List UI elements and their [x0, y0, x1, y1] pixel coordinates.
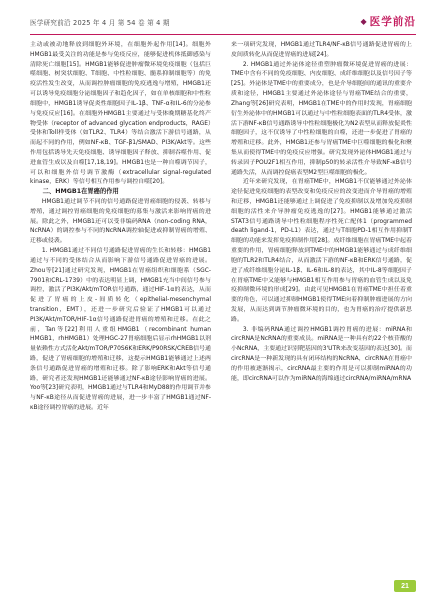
left-column [30, 40, 211, 592]
body-paragraph: 2. HMGB1通过外泌体途径重塑肿瘤微环境促进胃癌的进展：TME中含有不同的免疫细胞、内皮细胞、成纤维细胞以及信号因子等[25]。外泌体是TME中的重要成分，也是介导细胞间的通讯的重要介质和途径，HMGB1主要通过外泌体途径与胃癌TME结合的重要，Zhang等[26]研究表明，HMGB1在TME中的作用时发现，胃癌细胞衍生外泌体中的HMGB1可以通过与中性粒细胞表面的TLR4受体，激活下游NF-κB信号通路诱导中性粒细胞极化为N2表型从而释放促炎性细胞因子，这不仅诱导了中性粒细胞的自噬，还进一步促进了胃癌的增殖和迁移。此外，HMGB1还参与胃癌TME中巨噬细胞的极化和聚集从而使得TME中的免疫反应增强。研究发现外泌体HMGB1通过与转录因子POU2F1相互作用，抑制p50的转录活性介导致NF-κB信号通路失活，从而调控促癌表型M2型巨噬细胞的极化。 [231, 60, 412, 176]
section-name: 医学前沿 [369, 15, 416, 28]
body-paragraph: 主动或被动地释放到细胞外环境，在细胞外起作用[14]。细胞外HMGB1最受关注的功能是参与免疫反应，能够促进机体抵御感染与清除死亡细胞[15]。HMGB1能够促进肿瘤微环境免疫细胞（包括巨噬细胞、树突状细胞、T细胞、中性粒细胞、髓系抑制细胞等）的免疫活性发生改变，从而调控肿瘤细胞的免疫逃逸与增殖，HMGB1还可以诱导免疫细胞分泌细胞因子和趋化因子，如在单核细胞和中性粒细胞中，HMGB1诱导促炎性细胞因子IL-1β、TNF-α和IL-6的分泌参与免疫反应[16]。在细胞外HMGB1主要通过与受体晚期糖基化终产物受体（receptor of advanced glycation endproducts，RAGE）受体和Toll样受体（如TLR2、TLR4）等结合激活下游信号通路，从而起不同的作用，例如NF-κB、TGF-β1/SMAD、PI3K/Akt等。这些作用包括诱导先天免疫细胞、诱导细胞因子释放、抑制吞噬作用、促进血管生成以及自噬[17,18,19]。HMGB1也是一种自噬调节因子，可以和细胞外信号调节激酶（extracellular signal-regulated kinase，ERK）等信号相互作用参与调控自噬[20]。 [30, 41, 211, 186]
right-column [231, 40, 412, 592]
body-paragraph: HMGB1通过调节不同的信号通路促进胃癌细胞的侵袭、转移与增殖，通过调控胃癌细胞的免疫细胞的募集与激活来影响胃癌的进展。除此之外，HMGB1还可以受非编码RNA（non-coding RNA，NcRNA）的调控参与不同的NcRNA调控轴促进或抑制胃癌的增殖、迁移或侵袭。 [30, 198, 211, 245]
body-paragraph: 近年来研究发现，在胃癌TME中，HMGB1不仅能够通过外泌体途径促进免疫细胞的表型改变和免疫反应的改变进而介导胃癌的增殖和迁移，HMGB1还能够通过上调促进了免疫抑制以及增加免疫抑制细胞的活性来介导肿瘤免疫逃逸的[27]。HMGB1能够通过激活STAT3信号通路诱导中性粒细胞程序性死亡配体1（programmed death ligand-1，PD-L1）表达，通过与T细胞PD-1相互作用抑制T细胞的功能来发挥免疫抑制作用[28]。成纤维细胞在胃癌TME中起着重要的作用，胃癌细胞释放到TME中的HMGB1能够通过与成纤维细胞的TLR2和TLR4结合，从而激活下游的NF-κB和ERK信号通路，促进了成纤维细胞分泌IL-1β、IL-6和IL-8的表达，其中IL-8等细胞因子在胃癌TME中又能够与HMGB1相互作用参与胃癌的血管生成以及免疫抑制微环境的形成[29]。由此可见HMGB1在胃癌TME中担任着重要的角色，可以通过抑制HMGB1使得TME向着抑制肿瘤进展的方向发展，从而达到调节肿瘤微环境的目的，也为胃癌的治疗提供新思路。 [231, 178, 412, 323]
body-paragraph: 3. 非编码RNA通过调控HMGB1调控胃癌的进展：miRNA和circRNA是NcRNA的重要成员。miRNA是一种具有约22个核苷酸的小NcRNA，主要通过识别靶基因的3'UTR来改变基因的表达[30]。而circRNA是一种新发现的具有闭环结构的NcRNA，circRNA在胃癌中的作用被逐渐揭示，circRNA最主要的作用是可以抑制miRNA的功能，即circRNA可以作为miRNA的海绵通过circRNA/miRNA/mRNA [231, 325, 412, 382]
diamond-icon: ◆ [360, 16, 367, 26]
body-paragraph: 来一项研究发现，HMGB1通过TLR4/NF-κB信号通路促进胃癌的上皮间质转化从而促进胃癌的进展[24]。 [231, 41, 412, 58]
journal-info: 医学研究前沿 2025 年 4 月 第 54 卷 第 4 期 [30, 19, 170, 27]
body-paragraph: 1. HMGB1通过不同信号通路促进胃癌的生长和转移：HMGB1通过与不同的受体结合从而影响下游信号通路促进胃癌的进展。Zhou等[21]通过研究发现，HMGB1在胃癌组织和细胞系（SGC-7901和CRL-1739）中的表达明显上调，HMGB1充当中间信号参与调控，激活了PI3K/Akt/mTOR信号通路，通过HIF-1α的表达，从而促进了胃癌的上皮-间质转化（epithelial-mesenchymal transition，EMT），还进一步研究后验证了HMGB1可以通过PI3K/Akt/mTOR/HIF-1α信号通路促进胃癌的增殖和迁移。在此之前，Tan等[22]利用人重组HMGB1（recombinant human HMGB1，rhHMGB1）处理HGC-27胃癌细胞后显示rhHMGB1以剂量依赖性方式活化Akt/mTOR/P70S6K和ERK/P90RSK/CREB信号通路，促进了胃癌细胞的增殖和迁移，这提示HMGB1能够通过上述两条信号通路促进胃癌的增殖和迁移。除了影响ERK和Akt等信号通路，研究者还发现HMGB1还能够通过NF-κB途径影响胃癌的进展。Yoo等[23]研究表明，HMGB1通过与TLR4和MyD88的作用调节并参与NF-κB途径从而促进胃癌的进展，进一步丰富了HMGB1通过NF-κB途径调控胃癌的进展。近年 [30, 247, 211, 412]
page-number: 21 [394, 580, 416, 592]
header-divider [30, 34, 416, 35]
section-badge [360, 12, 416, 30]
section-heading: 二、HMGB1在胃癌的作用 [42, 188, 119, 196]
running-header [30, 15, 416, 31]
